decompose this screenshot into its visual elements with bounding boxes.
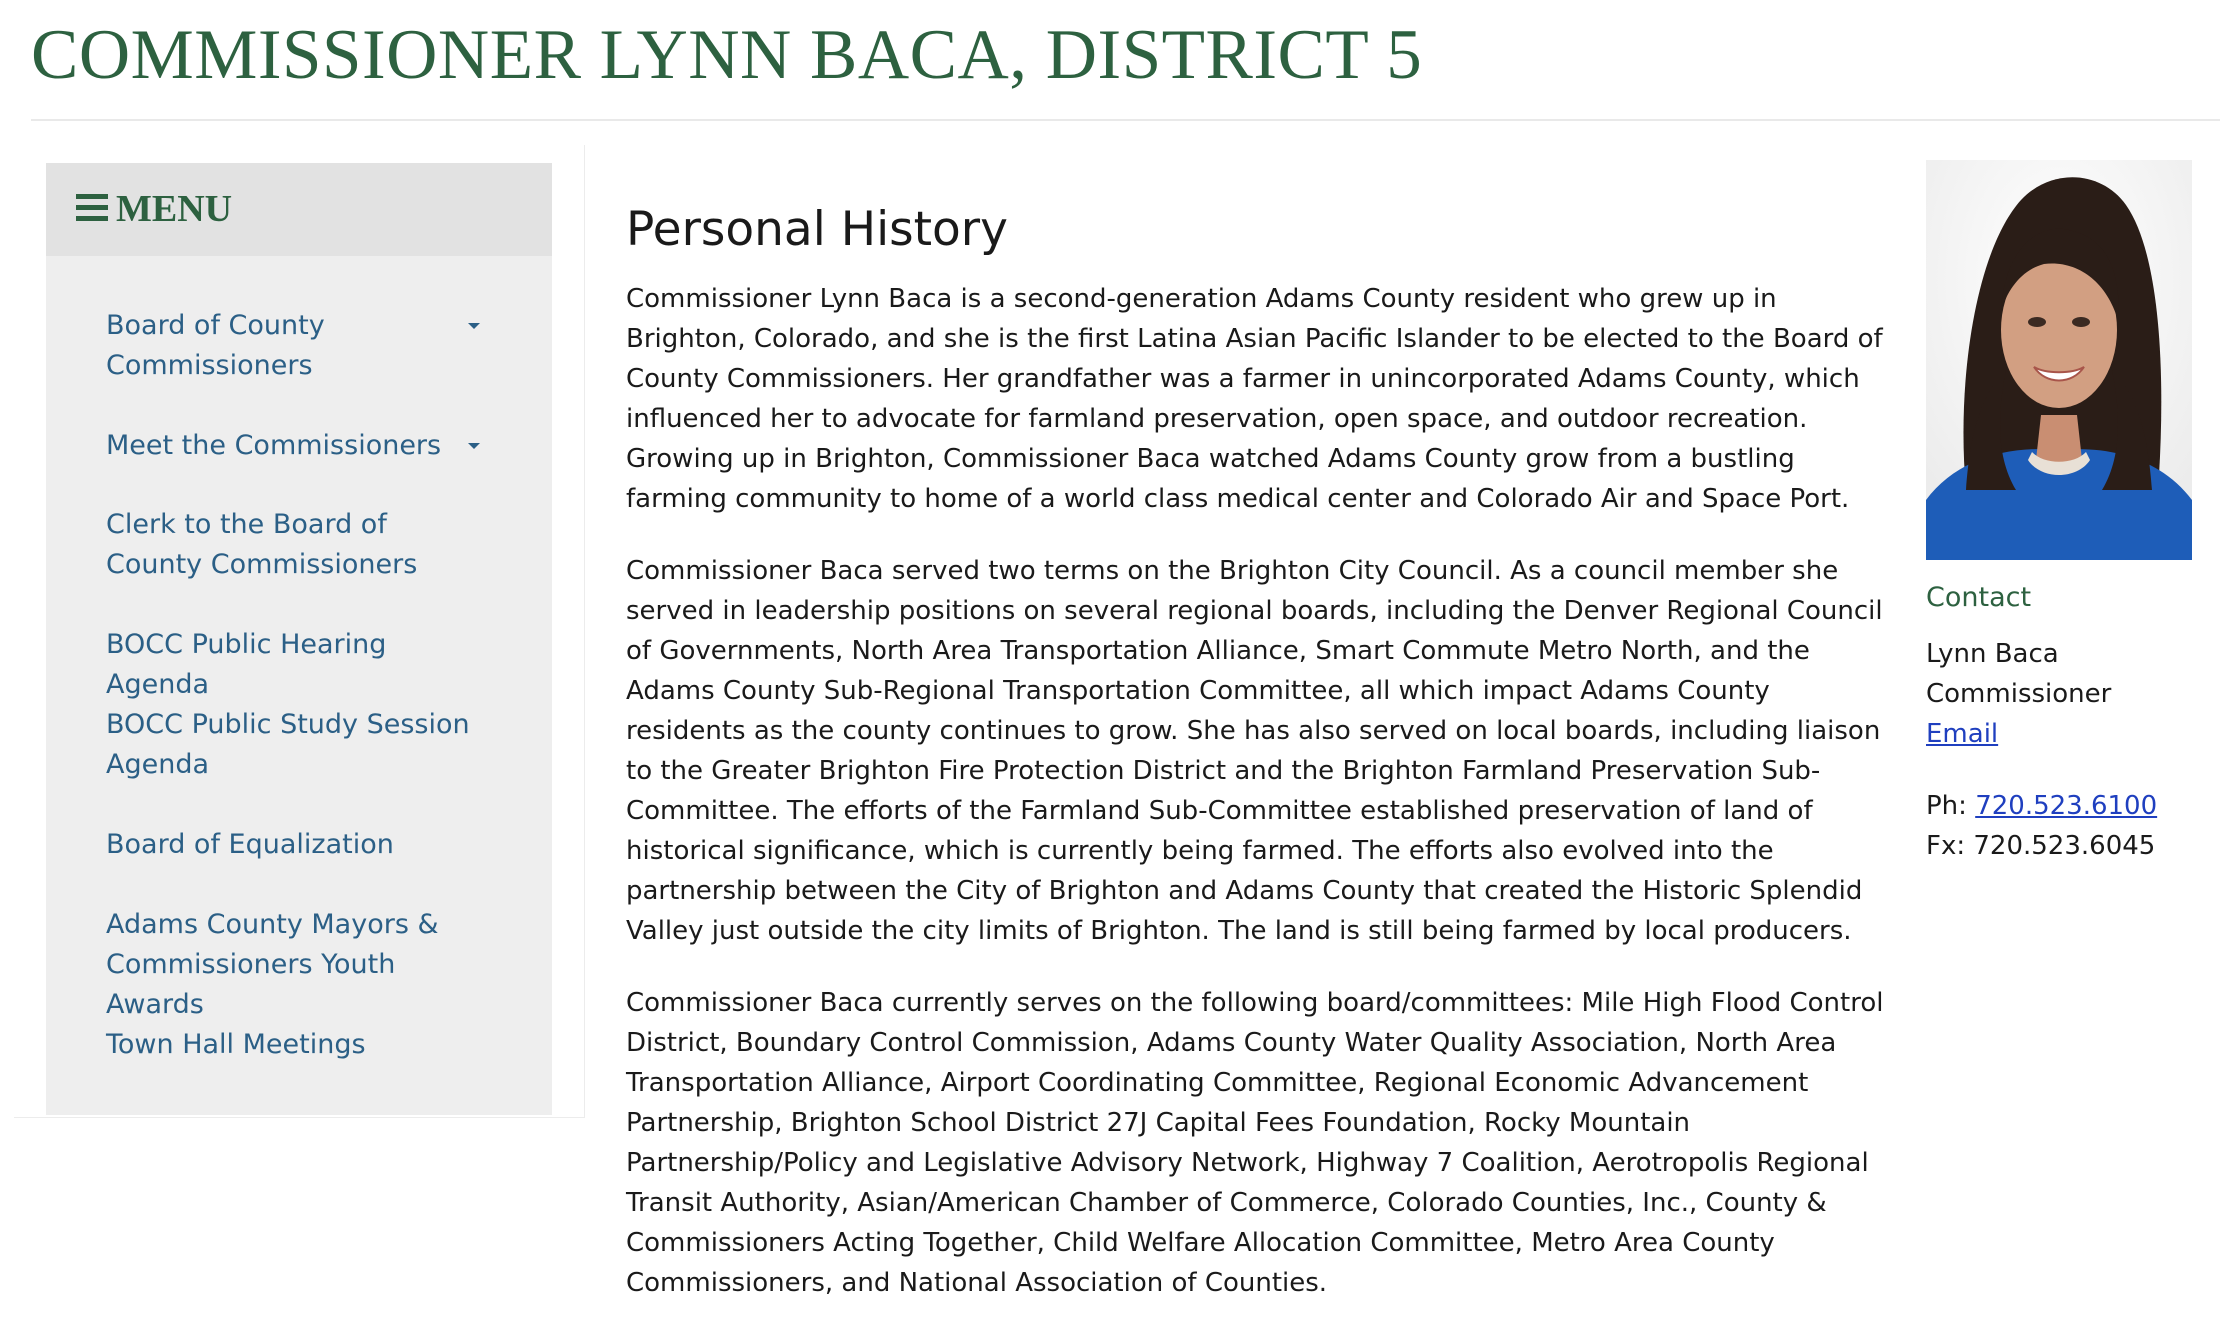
sidebar-item-public-hearing-agenda[interactable]: BOCC Public Hearing Agenda <box>106 629 387 700</box>
portrait-image <box>1926 160 2192 560</box>
hamburger-icon <box>76 192 108 224</box>
fax-label: Fx: <box>1926 831 1974 861</box>
section-heading: Personal History <box>626 202 1008 257</box>
phone-label: Ph: <box>1926 791 1976 821</box>
sidebar-item-youth-awards[interactable]: Adams County Mayors & Commissioners Youth Awards <box>106 909 439 1020</box>
sidebar-item-board-of-equalization[interactable]: Board of Equalization <box>106 829 394 860</box>
menu-toggle[interactable] <box>46 163 552 256</box>
caret-down-icon[interactable] <box>468 443 480 449</box>
menu-label: MENU <box>116 188 233 230</box>
title-divider <box>31 119 2220 121</box>
phone-link[interactable]: 720.523.6100 <box>1975 791 2158 821</box>
sidebar-item-public-study-session-agenda[interactable]: BOCC Public Study Session Agenda <box>106 709 470 780</box>
contact-name: Lynn Baca <box>1926 639 2059 669</box>
contact-heading: Contact <box>1926 582 2032 613</box>
contact-email-line <box>1926 714 1998 754</box>
sidebar-item-board-of-county-commissioners[interactable]: Board of County Commissioners <box>106 310 325 381</box>
fax-number: 720.523.6045 <box>1973 831 2156 861</box>
contact-role: Commissioner <box>1926 679 2112 709</box>
sidebar-menu <box>46 163 552 1115</box>
page-title: COMMISSIONER LYNN BACA, DISTRICT 5 <box>31 16 1423 94</box>
caret-down-icon[interactable] <box>468 323 480 329</box>
paragraph-background: Commissioner Lynn Baca is a second-generation Adams County resident who grew up in Brighton, Colorado, and she is the first Latina Asian Pacific Islander to be elected to the Board of County Commissioners. Her grandfather was a farmer in unincorporated Adams County, which influenced her to advocate for farmland preservation, open space, and outdoor recreation. Growing up in Brighton, Commissioner Baca watched Adams County grow from a bustling farming community to home of a world class medical center and Colorado Air and Space Port. <box>626 284 1883 514</box>
contact-phone-line <box>1926 786 2157 826</box>
sidebar-item-meet-the-commissioners[interactable]: Meet the Commissioners <box>106 430 442 461</box>
paragraph-city-council: Commissioner Baca served two terms on the Brighton City Council. As a council member she served in leadership positions on several regional boards, including the Denver Regional Council of Governments, North Area Transportation Alliance, Smart Commute Metro North, and the Adams County Sub-Regional Transportation Committee, all which impact Adams County residents as the county continues to grow. She has also served on local boards, including liaison to the Greater Brighton Fire Protection District and the Brighton Farmland Preservation Sub-Committee. The efforts of the Farmland Sub-Committee established preservation of land of historical significance, which is currently being farmed. The efforts also evolved into the partnership between the City of Brighton and Adams County that created the Historic Splendid Valley just outside the city limits of Brighton. The land is still being farmed by local producers. <box>626 556 1883 946</box>
sidebar-item-clerk-to-the-board[interactable]: Clerk to the Board of County Commissioners <box>106 509 418 580</box>
email-link[interactable]: Email <box>1926 719 1999 749</box>
paragraph-committees: Commissioner Baca currently serves on the following board/committees: Mile High Flood Control District, Boundary Control Commission, Adams County Water Quality Association, North Area Transportation Alliance, Airport Coordinating Committee, Regional Economic Advancement Partnership, Brighton School District 27J Capital Fees Foundation, Rocky Mountain Partnership/Policy and Legislative Advisory Network, Highway 7 Coalition, Aerotropolis Regional Transit Authority, Asian/American Chamber of Commerce, Colorado Counties, Inc., County & Commissioners Acting Together, Child Welfare Allocation Committee, Metro Area County Commissioners, and National Association of Counties. <box>626 988 1884 1298</box>
sidebar-item-town-hall-meetings[interactable]: Town Hall Meetings <box>106 1029 366 1060</box>
contact-fax-line <box>1926 826 2155 866</box>
commissioner-portrait <box>1926 160 2192 560</box>
